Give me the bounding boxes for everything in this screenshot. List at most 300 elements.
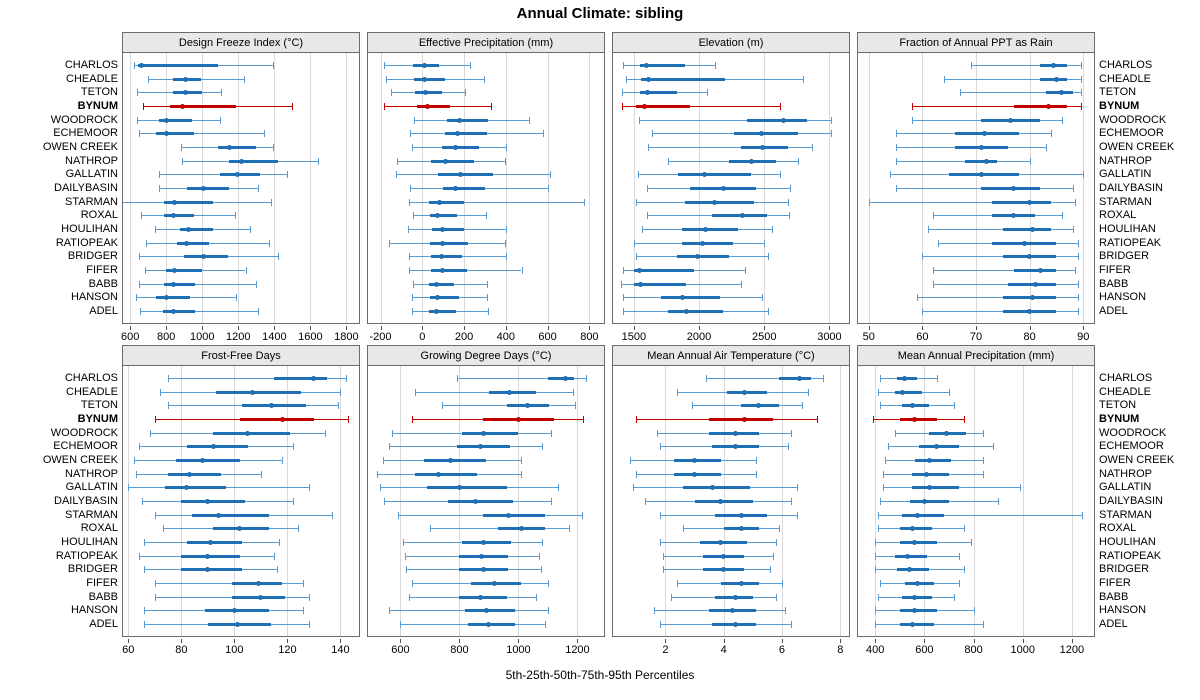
box-whisker-row	[613, 223, 849, 237]
box-whisker-row	[858, 618, 1094, 632]
site-label: ROXAL	[80, 522, 118, 535]
whisker-cap	[1030, 158, 1031, 165]
site-label: OWEN CREEK	[1099, 140, 1175, 153]
median-marker	[645, 90, 650, 95]
interquartile-bar	[678, 173, 751, 176]
whisker-cap	[636, 416, 637, 423]
interquartile-bar	[445, 132, 487, 135]
whisker-cap	[922, 253, 923, 260]
interquartile-bar	[685, 201, 754, 204]
interquartile-bar	[415, 91, 442, 94]
interquartile-bar	[417, 105, 450, 108]
axis-tick-label: 60	[916, 331, 929, 343]
median-marker	[1030, 295, 1035, 300]
box-whisker-row	[858, 305, 1094, 319]
whisker-cap	[244, 76, 245, 83]
interquartile-bar	[895, 391, 922, 394]
median-marker	[927, 458, 932, 463]
whisker-cap	[274, 553, 275, 560]
median-marker	[484, 608, 489, 613]
axis-tick	[589, 326, 590, 330]
site-label: ROXAL	[1099, 209, 1137, 222]
whisker-cap	[465, 89, 466, 96]
box-whisker-row	[368, 209, 604, 223]
median-marker	[205, 499, 210, 504]
axis-tick-label: 600	[121, 331, 140, 343]
median-marker	[982, 131, 987, 136]
whisker-cap	[937, 375, 938, 382]
median-marker	[473, 499, 478, 504]
median-marker	[172, 268, 177, 273]
box-whisker-row	[858, 427, 1094, 441]
interquartile-bar	[695, 500, 753, 503]
whisker-cap	[983, 471, 984, 478]
axis-tick	[974, 639, 975, 643]
whisker-cap	[332, 512, 333, 519]
interquartile-bar	[912, 473, 949, 476]
interquartile-bar	[548, 377, 575, 380]
whisker-cap	[408, 226, 409, 233]
median-marker	[984, 159, 989, 164]
box-whisker-row	[613, 100, 849, 114]
box-whisker-row	[613, 386, 849, 400]
site-label: ADEL	[1099, 618, 1128, 631]
box-whisker-row	[858, 550, 1094, 564]
whisker-cap	[875, 621, 876, 628]
axis-tick	[577, 639, 578, 643]
whisker-cap	[155, 512, 156, 519]
whisker-cap	[142, 498, 143, 505]
interquartile-bar	[682, 242, 733, 245]
median-marker	[927, 485, 932, 490]
median-marker	[740, 213, 745, 218]
axis-tick	[287, 639, 288, 643]
interquartile-bar	[438, 173, 493, 176]
box-whisker-row	[123, 604, 359, 618]
whisker-cap	[522, 267, 523, 274]
whisker-cap	[964, 416, 965, 423]
whisker-cap	[636, 253, 637, 260]
whisker-cap	[391, 89, 392, 96]
median-marker	[235, 172, 240, 177]
whisker-cap	[277, 566, 278, 573]
interquartile-bar	[668, 310, 723, 313]
interquartile-bar	[431, 255, 462, 258]
whisker-cap	[412, 580, 413, 587]
site-label: TETON	[1099, 399, 1137, 412]
whisker-cap	[1083, 171, 1084, 178]
interquartile-bar	[229, 160, 278, 163]
interquartile-bar	[187, 445, 248, 448]
box-whisker-row	[613, 577, 849, 591]
whisker-cap	[246, 267, 247, 274]
whisker-cap	[521, 457, 522, 464]
interquartile-bar	[661, 296, 720, 299]
median-marker	[235, 622, 240, 627]
whisker-cap	[1078, 240, 1079, 247]
median-marker	[256, 581, 261, 586]
whisker-cap	[346, 375, 347, 382]
whisker-cap	[545, 621, 546, 628]
site-label: BYNUM	[77, 412, 118, 425]
whisker-cap	[506, 253, 507, 260]
whisker-cap	[220, 117, 221, 124]
median-marker	[237, 526, 242, 531]
whisker-cap	[622, 89, 623, 96]
whisker-cap	[298, 525, 299, 532]
interquartile-bar	[429, 310, 456, 313]
box-whisker-row	[368, 264, 604, 278]
box-whisker-row	[368, 522, 604, 536]
median-marker	[646, 77, 651, 82]
axis-tick-label: 1500	[621, 331, 647, 343]
whisker-cap	[764, 240, 765, 247]
panel-plot-area	[857, 365, 1095, 637]
interquartile-bar	[442, 146, 479, 149]
whisker-cap	[137, 89, 138, 96]
box-whisker-row	[123, 372, 359, 386]
axis-tick	[274, 326, 275, 330]
axis-tick	[924, 639, 925, 643]
axis-tick-label: 2	[662, 644, 669, 656]
whisker-cap	[409, 199, 410, 206]
axis-tick-label: 400	[866, 644, 885, 656]
whisker-cap	[878, 389, 879, 396]
interquartile-bar	[430, 214, 457, 217]
whisker-cap	[338, 402, 339, 409]
median-marker	[695, 254, 700, 259]
box-whisker-row	[613, 264, 849, 278]
box-whisker-row	[858, 481, 1094, 495]
box-whisker-row	[858, 209, 1094, 223]
axis-tick	[548, 326, 549, 330]
interquartile-bar	[164, 214, 195, 217]
interquartile-bar	[462, 432, 518, 435]
chart-panel	[122, 32, 360, 324]
median-marker	[1027, 200, 1032, 205]
x-axis	[368, 326, 604, 346]
median-marker	[684, 309, 689, 314]
interquartile-bar	[895, 555, 927, 558]
interquartile-bar	[457, 445, 510, 448]
median-marker	[721, 554, 726, 559]
whisker-cap	[541, 566, 542, 573]
whisker-cap	[236, 294, 237, 301]
axis-tick-label: 6	[778, 644, 786, 656]
whisker-cap	[875, 553, 876, 560]
axis-tick	[381, 326, 382, 330]
whisker-cap	[318, 158, 319, 165]
whisker-cap	[912, 117, 913, 124]
box-whisker-row	[858, 468, 1094, 482]
whisker-cap	[139, 130, 140, 137]
axis-tick	[464, 326, 465, 330]
site-label: ECHEMOOR	[53, 440, 118, 453]
whisker-cap	[660, 443, 661, 450]
whisker-cap	[791, 430, 792, 437]
median-marker	[436, 472, 441, 477]
whisker-cap	[1075, 267, 1076, 274]
axis-tick	[665, 639, 666, 643]
median-marker	[478, 595, 483, 600]
box-whisker-row	[123, 250, 359, 264]
site-label: CHEADLE	[66, 72, 118, 85]
whisker-cap	[396, 171, 397, 178]
interquartile-bar	[156, 296, 189, 299]
box-whisker-row	[123, 86, 359, 100]
whisker-cap	[145, 267, 146, 274]
median-marker	[171, 309, 176, 314]
median-marker	[139, 63, 144, 68]
panel-plot-area	[612, 365, 850, 637]
whisker-cap	[386, 76, 387, 83]
median-marker	[797, 376, 802, 381]
whisker-cap	[159, 185, 160, 192]
whisker-cap	[155, 580, 156, 587]
interquartile-bar	[912, 486, 959, 489]
whisker-cap	[1082, 512, 1083, 519]
whisker-cap	[707, 89, 708, 96]
interquartile-bar	[173, 91, 202, 94]
whisker-cap	[790, 185, 791, 192]
whisker-cap	[575, 402, 576, 409]
median-marker	[458, 172, 463, 177]
whisker-cap	[122, 199, 123, 206]
whisker-cap	[803, 76, 804, 83]
panel-title: Frost-Free Days	[122, 345, 360, 365]
median-marker	[760, 145, 765, 150]
median-marker	[922, 499, 927, 504]
median-marker	[164, 131, 169, 136]
whisker-cap	[1078, 308, 1079, 315]
site-label: BABB	[88, 590, 118, 603]
whisker-cap	[971, 539, 972, 546]
interquartile-bar	[240, 418, 314, 421]
site-label: NATHROP	[1099, 467, 1152, 480]
median-marker	[280, 417, 285, 422]
median-marker	[944, 431, 949, 436]
median-marker	[733, 431, 738, 436]
site-label: FIFER	[1099, 264, 1131, 277]
whisker-cap	[506, 144, 507, 151]
panel-title: Growing Degree Days (°C)	[367, 345, 605, 365]
whisker-cap	[933, 281, 934, 288]
site-label: STARMAN	[1099, 195, 1152, 208]
box-whisker-row	[613, 427, 849, 441]
axis-tick-label: 90	[1077, 331, 1090, 343]
axis-tick	[875, 639, 876, 643]
whisker-cap	[756, 471, 757, 478]
axis-tick-label: 1200	[1059, 644, 1085, 656]
whisker-cap	[521, 471, 522, 478]
whisker-cap	[808, 389, 809, 396]
box-whisker-row	[368, 577, 604, 591]
site-label-column	[1099, 52, 1200, 324]
whisker-cap	[1078, 253, 1079, 260]
whisker-cap	[873, 416, 874, 423]
site-label: NATHROP	[1099, 154, 1152, 167]
interquartile-bar	[674, 473, 721, 476]
median-marker	[434, 282, 439, 287]
axis-tick-label: 1800	[334, 331, 359, 343]
interquartile-bar	[734, 132, 798, 135]
whisker-cap	[155, 226, 156, 233]
box-whisker-row	[858, 509, 1094, 523]
box-whisker-row	[858, 237, 1094, 251]
box-whisker-row	[858, 196, 1094, 210]
box-whisker-row	[123, 577, 359, 591]
interquartile-bar	[429, 283, 454, 286]
chart-panel	[612, 345, 850, 637]
median-marker	[183, 77, 188, 82]
site-label: HANSON	[70, 604, 118, 617]
whisker-cap	[293, 443, 294, 450]
box-whisker-row	[368, 182, 604, 196]
panel-plot-area	[857, 52, 1095, 324]
whisker-cap	[258, 308, 259, 315]
site-label: ROXAL	[80, 209, 118, 222]
median-marker	[721, 186, 726, 191]
whisker-cap	[1078, 294, 1079, 301]
interquartile-bar	[164, 283, 195, 286]
interquartile-bar	[181, 568, 242, 571]
interquartile-bar	[156, 132, 194, 135]
box-whisker-row	[368, 141, 604, 155]
median-marker	[1011, 213, 1016, 218]
whisker-cap	[398, 512, 399, 519]
axis-tick	[506, 326, 507, 330]
box-whisker-row	[613, 237, 849, 251]
site-label: FIFER	[86, 577, 118, 590]
whisker-cap	[993, 443, 994, 450]
median-marker	[712, 200, 717, 205]
whisker-cap	[875, 566, 876, 573]
site-label: CHEADLE	[1099, 72, 1151, 85]
axis-tick	[202, 326, 203, 330]
box-whisker-row	[858, 168, 1094, 182]
median-marker	[915, 581, 920, 586]
box-whisker-row	[123, 591, 359, 605]
interquartile-bar	[634, 269, 694, 272]
whisker-cap	[880, 498, 881, 505]
whisker-cap	[642, 226, 643, 233]
whisker-cap	[325, 430, 326, 437]
box-whisker-row	[123, 454, 359, 468]
site-label: RATIOPEAK	[1099, 549, 1162, 562]
box-whisker-row	[858, 386, 1094, 400]
axis-tick	[724, 639, 725, 643]
site-label: BRIDGER	[67, 250, 118, 263]
box-whisker-row	[858, 127, 1094, 141]
chart-panel	[122, 345, 360, 637]
whisker-cap	[692, 402, 693, 409]
site-label: GALLATIN	[65, 168, 118, 181]
interquartile-bar	[900, 541, 937, 544]
interquartile-bar	[216, 391, 301, 394]
box-whisker-row	[123, 481, 359, 495]
panel-title: Fraction of Annual PPT as Rain	[857, 32, 1095, 52]
axis-tick-label: 100	[225, 644, 244, 656]
whisker-cap	[405, 553, 406, 560]
whisker-cap	[880, 580, 881, 587]
whisker-cap	[584, 199, 585, 206]
whisker-cap	[1020, 484, 1021, 491]
box-whisker-row	[123, 127, 359, 141]
median-marker	[422, 77, 427, 82]
box-whisker-row	[368, 399, 604, 413]
median-marker	[437, 200, 442, 205]
interquartile-bar	[900, 609, 937, 612]
median-marker	[1054, 77, 1059, 82]
median-marker	[164, 118, 169, 123]
median-marker	[443, 159, 448, 164]
box-whisker-row	[613, 141, 849, 155]
site-label: DAILYBASIN	[54, 495, 118, 507]
box-whisker-row	[123, 278, 359, 292]
box-whisker-row	[858, 577, 1094, 591]
interquartile-bar	[949, 173, 1019, 176]
box-whisker-row	[858, 250, 1094, 264]
axis-tick-label: 2500	[751, 331, 777, 343]
box-whisker-row	[368, 440, 604, 454]
median-marker	[216, 513, 221, 518]
whisker-cap	[797, 484, 798, 491]
interquartile-bar	[432, 228, 464, 231]
whisker-cap	[144, 621, 145, 628]
site-label: BYNUM	[77, 99, 118, 112]
whisker-cap	[235, 212, 236, 219]
whisker-cap	[309, 594, 310, 601]
box-whisker-row	[613, 509, 849, 523]
median-marker	[934, 444, 939, 449]
median-marker	[200, 458, 205, 463]
whisker-cap	[875, 539, 876, 546]
whisker-cap	[639, 117, 640, 124]
box-whisker-row	[123, 509, 359, 523]
whisker-cap	[756, 457, 757, 464]
interquartile-bar	[447, 119, 488, 122]
whisker-cap	[400, 621, 401, 628]
whisker-cap	[791, 498, 792, 505]
whisker-cap	[505, 158, 506, 165]
interquartile-bar	[181, 500, 245, 503]
box-whisker-row	[123, 291, 359, 305]
axis-tick-label: 1000	[1010, 644, 1035, 656]
whisker-cap	[663, 566, 664, 573]
interquartile-bar	[187, 541, 243, 544]
whisker-cap	[539, 553, 540, 560]
axis-tick-label: 1000	[190, 331, 215, 343]
median-marker	[692, 458, 697, 463]
box-whisker-row	[858, 413, 1094, 427]
whisker-cap	[791, 621, 792, 628]
whisker-cap	[293, 498, 294, 505]
whisker-cap	[415, 389, 416, 396]
site-label: STARMAN	[1099, 508, 1152, 521]
site-label: HOULIHAN	[61, 223, 118, 236]
box-whisker-row	[613, 454, 849, 468]
whisker-cap	[823, 375, 824, 382]
whisker-cap	[292, 103, 293, 110]
box-whisker-row	[123, 468, 359, 482]
whisker-cap	[974, 607, 975, 614]
box-whisker-row	[368, 59, 604, 73]
whisker-cap	[551, 430, 552, 437]
whisker-cap	[412, 416, 413, 423]
interquartile-bar	[955, 132, 1019, 135]
median-marker	[492, 581, 497, 586]
median-marker	[457, 118, 462, 123]
